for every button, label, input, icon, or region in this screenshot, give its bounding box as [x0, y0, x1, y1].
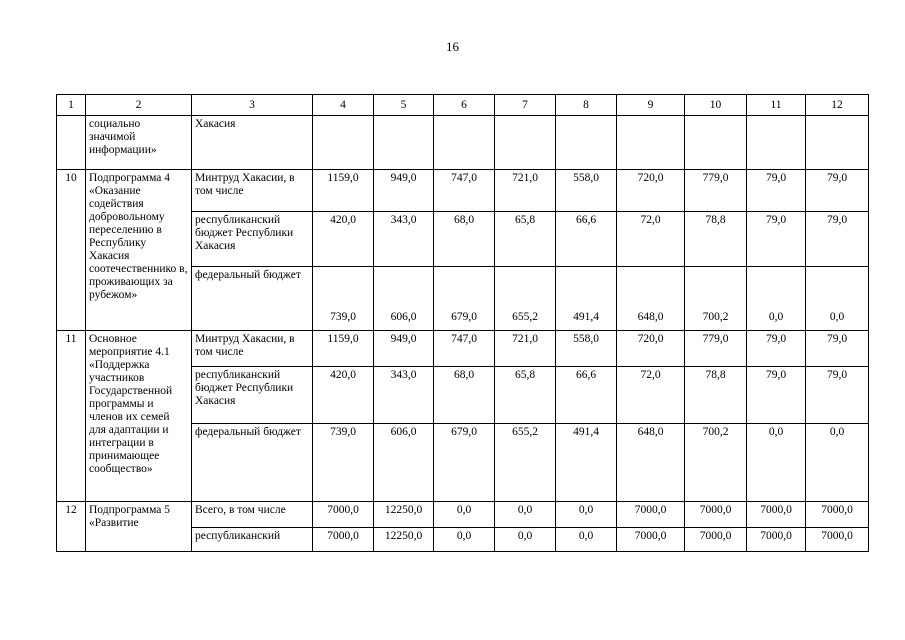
header-cell: 12 [806, 95, 869, 116]
funding-source: Всего, в том числе [192, 502, 313, 528]
table-row [57, 170, 869, 212]
value-cell: 79,0 [747, 367, 806, 424]
row-number: 11 [57, 331, 86, 502]
funding-source: республиканский бюджет Республики Хакасия [192, 367, 313, 424]
value-cell: 679,0 [434, 267, 495, 331]
value-cell: 66,6 [556, 367, 617, 424]
value-cell: 7000,0 [685, 528, 747, 552]
funding-source: республиканский [192, 528, 313, 552]
value-cell: 655,2 [495, 424, 556, 502]
value-cell [434, 116, 495, 170]
table-row [57, 116, 869, 170]
value-cell: 68,0 [434, 212, 495, 267]
value-cell: 7000,0 [685, 502, 747, 528]
value-cell: 79,0 [747, 331, 806, 367]
value-cell: 7000,0 [617, 528, 685, 552]
value-cell: 747,0 [434, 170, 495, 212]
value-cell [556, 116, 617, 170]
value-cell [617, 116, 685, 170]
budget-table [56, 94, 869, 552]
value-cell: 79,0 [806, 212, 869, 267]
program-name: Основное мероприятие 4.1 «Поддержка участников Государственной программы и членов их семей для адаптации и интеграции в принимающее сообщество» [86, 331, 192, 502]
value-cell: 720,0 [617, 170, 685, 212]
value-cell: 949,0 [374, 331, 434, 367]
value-cell: 0,0 [495, 502, 556, 528]
value-cell: 655,2 [495, 267, 556, 331]
value-cell: 12250,0 [374, 502, 434, 528]
header-cell: 5 [374, 95, 434, 116]
value-cell: 606,0 [374, 267, 434, 331]
value-cell: 606,0 [374, 424, 434, 502]
value-cell: 78,8 [685, 212, 747, 267]
value-cell: 12250,0 [374, 528, 434, 552]
value-cell: 79,0 [747, 170, 806, 212]
header-cell: 8 [556, 95, 617, 116]
value-cell: 343,0 [374, 212, 434, 267]
funding-source: Хакасия [192, 116, 313, 170]
value-cell: 648,0 [617, 267, 685, 331]
value-cell: 0,0 [556, 528, 617, 552]
row-number: 10 [57, 170, 86, 331]
value-cell: 68,0 [434, 367, 495, 424]
value-cell [685, 116, 747, 170]
value-cell: 79,0 [806, 170, 869, 212]
value-cell [806, 116, 869, 170]
table-row [57, 502, 869, 528]
value-cell: 558,0 [556, 331, 617, 367]
value-cell [313, 116, 374, 170]
value-cell [374, 116, 434, 170]
value-cell: 7000,0 [806, 502, 869, 528]
value-cell: 343,0 [374, 367, 434, 424]
value-cell: 420,0 [313, 212, 374, 267]
funding-source: федеральный бюджет [192, 267, 313, 331]
value-cell: 700,2 [685, 267, 747, 331]
value-cell: 7000,0 [806, 528, 869, 552]
value-cell: 721,0 [495, 331, 556, 367]
funding-source: республиканский бюджет Республики Хакасия [192, 212, 313, 267]
value-cell: 0,0 [434, 528, 495, 552]
value-cell: 720,0 [617, 331, 685, 367]
header-cell: 3 [192, 95, 313, 116]
value-cell: 491,4 [556, 267, 617, 331]
value-cell: 420,0 [313, 367, 374, 424]
value-cell: 949,0 [374, 170, 434, 212]
header-cell: 7 [495, 95, 556, 116]
header-cell: 10 [685, 95, 747, 116]
value-cell: 79,0 [806, 367, 869, 424]
value-cell [747, 116, 806, 170]
program-name: Подпрограмма 4 «Оказание содействия добровольному переселению в Республику Хакасия соотечественнико в, проживающих за рубежом» [86, 170, 192, 331]
header-row [57, 95, 869, 116]
value-cell: 7000,0 [313, 502, 374, 528]
table-row [57, 331, 869, 367]
value-cell: 739,0 [313, 424, 374, 502]
value-cell: 648,0 [617, 424, 685, 502]
row-number: 12 [57, 502, 86, 552]
value-cell: 72,0 [617, 212, 685, 267]
header-cell: 1 [57, 95, 86, 116]
value-cell: 65,8 [495, 367, 556, 424]
value-cell: 679,0 [434, 424, 495, 502]
value-cell: 779,0 [685, 331, 747, 367]
page-number: 16 [446, 39, 459, 54]
funding-source: Минтруд Хакасии, в том числе [192, 331, 313, 367]
value-cell: 65,8 [495, 212, 556, 267]
value-cell: 0,0 [747, 267, 806, 331]
value-cell: 79,0 [806, 331, 869, 367]
value-cell: 700,2 [685, 424, 747, 502]
value-cell: 79,0 [747, 212, 806, 267]
header-cell: 6 [434, 95, 495, 116]
value-cell: 7000,0 [747, 528, 806, 552]
value-cell: 779,0 [685, 170, 747, 212]
value-cell: 0,0 [434, 502, 495, 528]
value-cell: 0,0 [747, 424, 806, 502]
value-cell: 1159,0 [313, 331, 374, 367]
value-cell: 7000,0 [747, 502, 806, 528]
header-cell: 4 [313, 95, 374, 116]
value-cell: 7000,0 [617, 502, 685, 528]
value-cell: 78,8 [685, 367, 747, 424]
program-name: Подпрограмма 5 «Развитие [86, 502, 192, 552]
value-cell [495, 116, 556, 170]
value-cell: 0,0 [556, 502, 617, 528]
value-cell: 0,0 [806, 424, 869, 502]
value-cell: 747,0 [434, 331, 495, 367]
value-cell: 66,6 [556, 212, 617, 267]
value-cell: 0,0 [806, 267, 869, 331]
header-cell: 2 [86, 95, 192, 116]
value-cell: 1159,0 [313, 170, 374, 212]
value-cell: 0,0 [495, 528, 556, 552]
value-cell: 721,0 [495, 170, 556, 212]
program-name: социально значимой информации» [86, 116, 192, 170]
value-cell: 558,0 [556, 170, 617, 212]
row-number [57, 116, 86, 170]
funding-source: федеральный бюджет [192, 424, 313, 502]
value-cell: 491,4 [556, 424, 617, 502]
value-cell: 739,0 [313, 267, 374, 331]
value-cell: 72,0 [617, 367, 685, 424]
header-cell: 9 [617, 95, 685, 116]
funding-source: Минтруд Хакасии, в том числе [192, 170, 313, 212]
header-cell: 11 [747, 95, 806, 116]
value-cell: 7000,0 [313, 528, 374, 552]
